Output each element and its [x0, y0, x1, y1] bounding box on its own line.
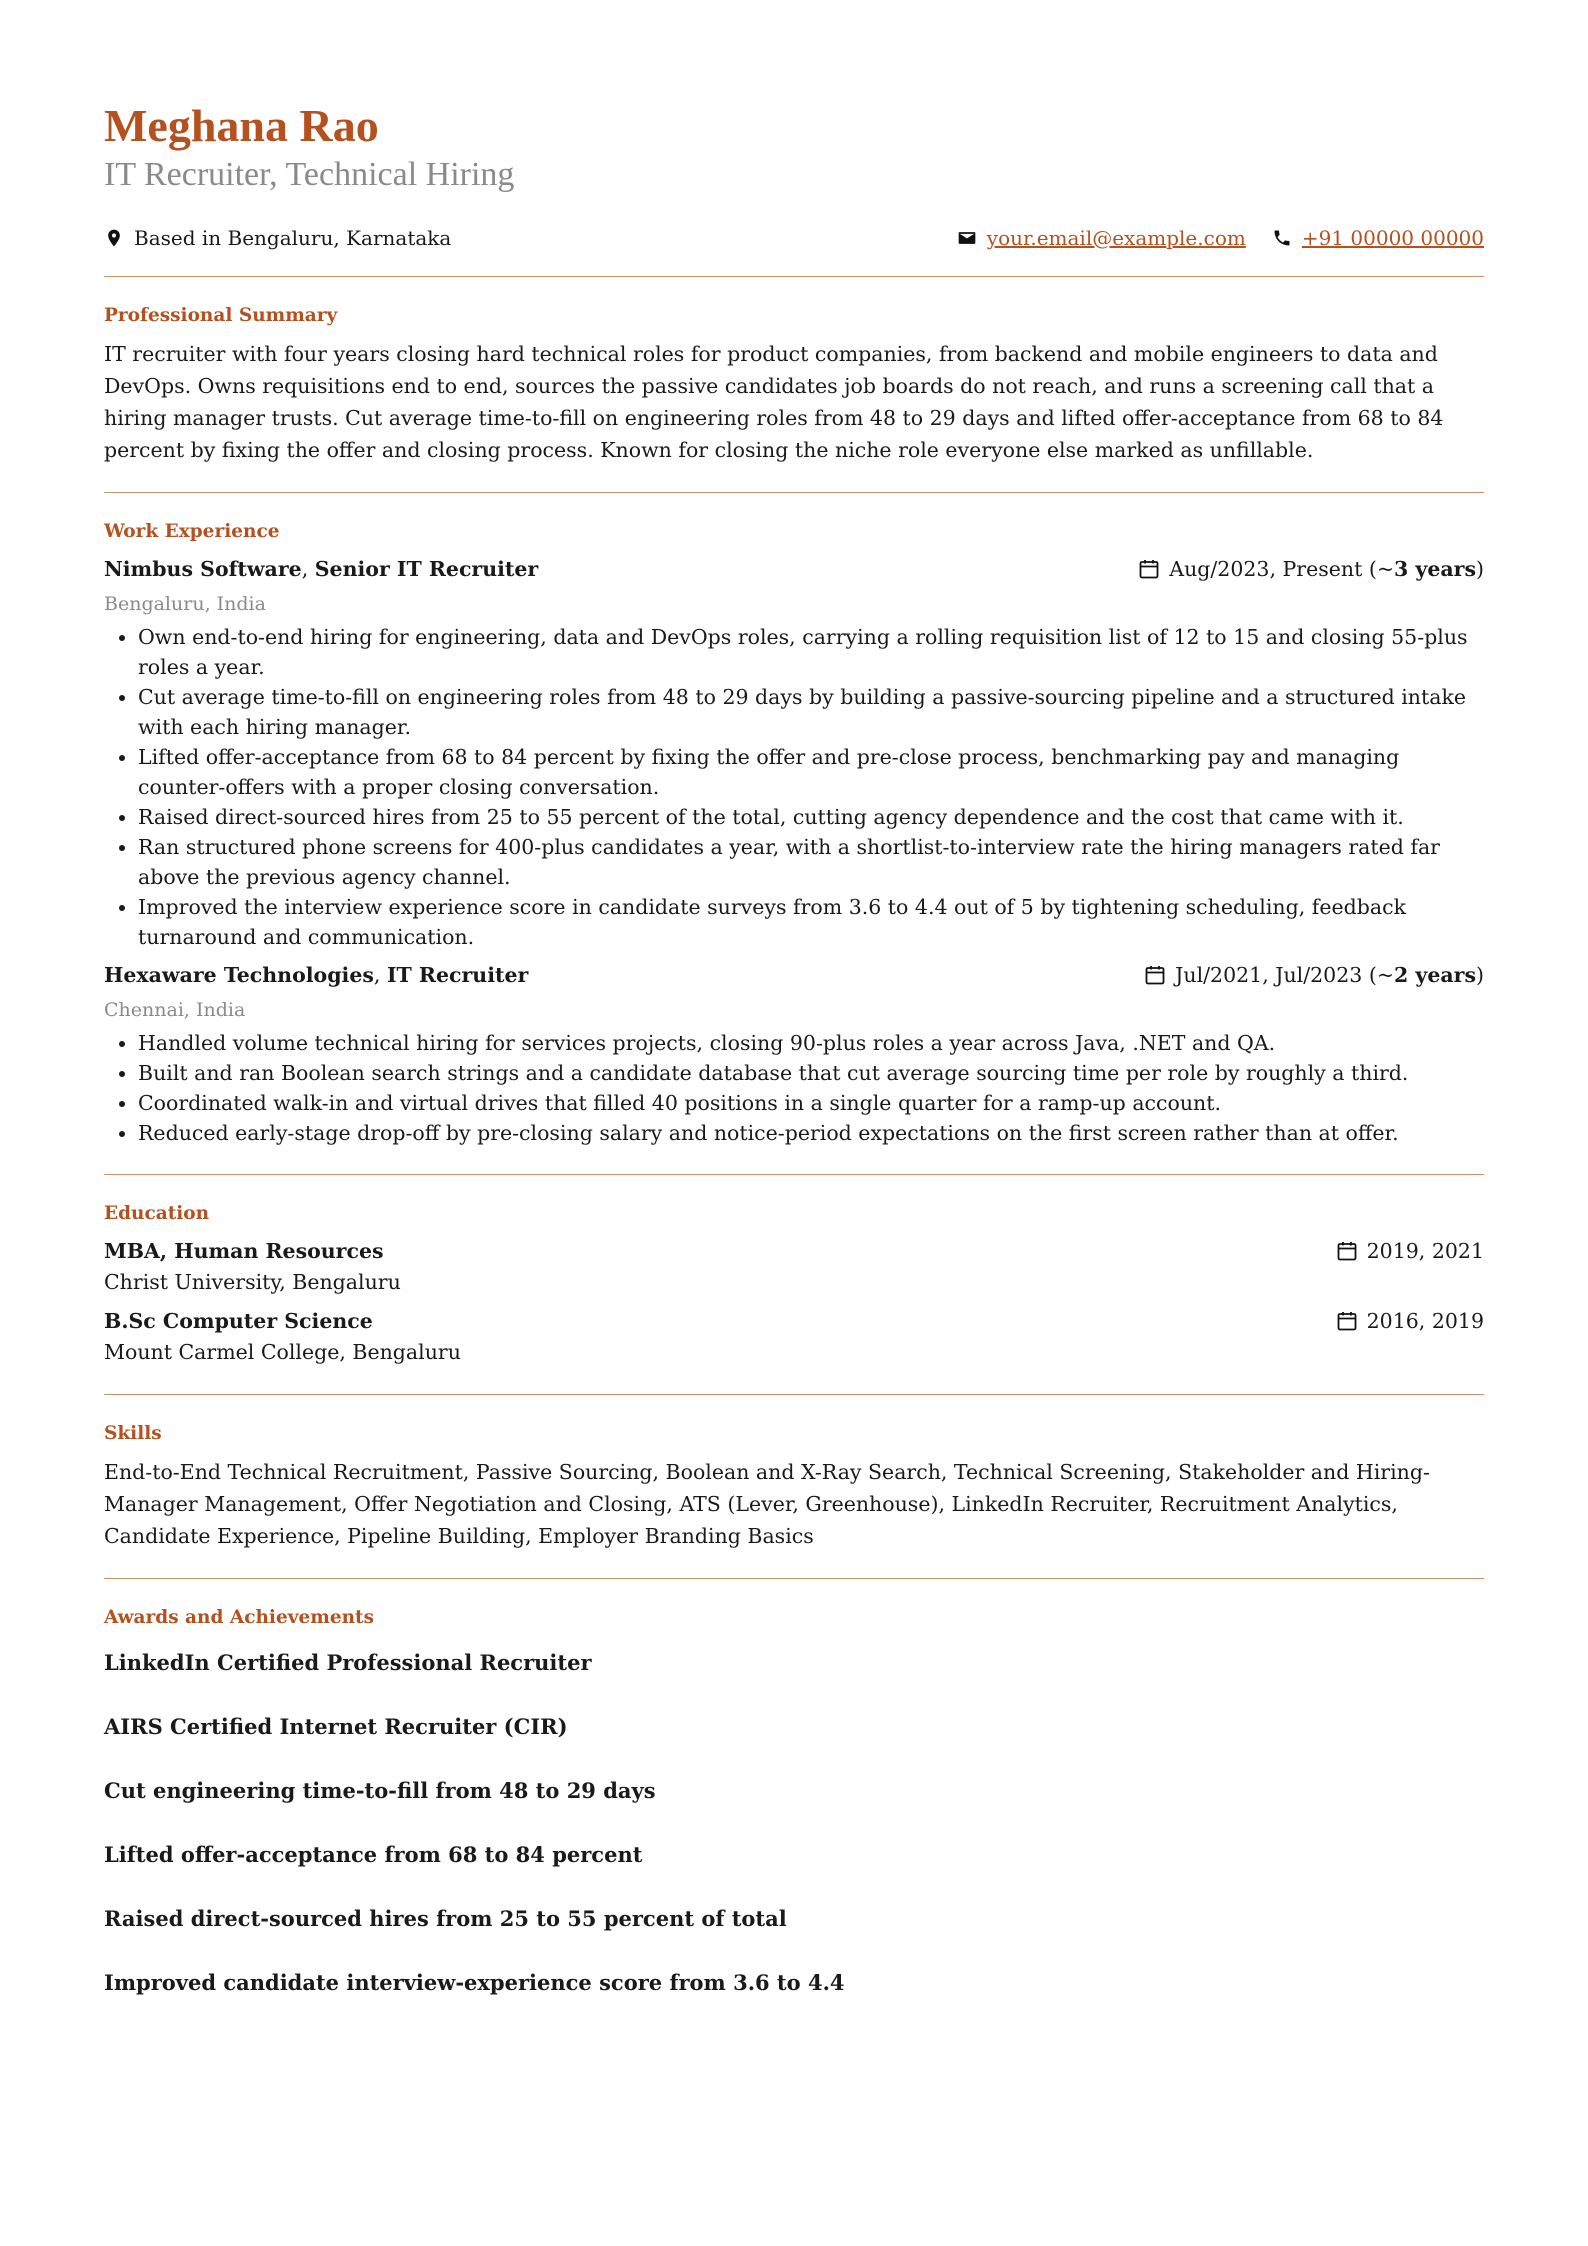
skills-section	[104, 1423, 1484, 1552]
job-entry	[104, 554, 1484, 952]
awards-heading: Awards and Achievements	[104, 1606, 375, 1628]
envelope-icon	[957, 228, 977, 248]
award-item: Lifted offer-acceptance from 68 to 84 percent	[104, 1841, 643, 1867]
job-location: Bengaluru, India	[104, 592, 266, 615]
email-link[interactable]: your.email@example.com	[986, 225, 1246, 250]
candidate-subtitle: IT Recruiter, Technical Hiring	[104, 155, 515, 193]
education-dates	[1335, 1236, 1484, 1266]
education-years: 2016, 2019	[1366, 1308, 1484, 1333]
list-item: • Handled volume technical hiring for services projects, closing 90-plus roles a year across Java, .NET and QA.	[138, 1028, 1484, 1058]
job-date-range: Jul/2021, Jul/2023 (~	[1175, 962, 1395, 987]
education-dates	[1335, 1306, 1484, 1336]
education-school: Mount Carmel College, Bengaluru	[104, 1339, 461, 1364]
list-item: • Raised direct-sourced hires from 25 to 55 percent of the total, cutting agency dependence and the cost that came with it.	[138, 802, 1484, 832]
list-item: • Cut average time-to-fill on engineering roles from 48 to 29 days by building a passive-sourcing pipeline and a structured intake with each hiring manager.	[138, 682, 1484, 742]
location-text: Based in Bengaluru, Karnataka	[134, 225, 452, 250]
award-item: Cut engineering time-to-fill from 48 to 29 days	[104, 1777, 656, 1803]
list-item: • Lifted offer-acceptance from 68 to 84 percent by fixing the offer and pre-close process, benchmarking pay and managing counter-offers with a proper closing conversation.	[138, 742, 1484, 802]
award-item: Improved candidate interview-experience score from 3.6 to 4.4	[104, 1969, 845, 1995]
phone-link[interactable]: +91 00000 00000	[1301, 225, 1484, 250]
list-item: • Coordinated walk-in and virtual drives that filled 40 positions in a single quarter for a ramp-up account.	[138, 1088, 1484, 1118]
experience-section	[104, 521, 1484, 1148]
calendar-icon	[1143, 963, 1167, 987]
list-item: • Reduced early-stage drop-off by pre-closing salary and notice-period expectations on the first screen rather than at offer.	[138, 1118, 1484, 1148]
award-item: Raised direct-sourced hires from 25 to 55 percent of total	[104, 1905, 787, 1931]
job-date-range: Aug/2023, Present (~	[1169, 556, 1395, 581]
job-company: Hexaware Technologies	[104, 962, 374, 987]
awards-section	[104, 1607, 1484, 1998]
section-divider	[104, 1394, 1484, 1395]
job-title: Nimbus Software, Senior IT Recruiter	[104, 556, 539, 581]
job-role: IT Recruiter	[386, 962, 529, 987]
award-item: LinkedIn Certified Professional Recruiter	[104, 1649, 592, 1675]
education-degree: MBA, Human Resources	[104, 1238, 384, 1263]
job-title: Hexaware Technologies, IT Recruiter	[104, 962, 529, 987]
job-dates	[1143, 960, 1484, 990]
location-item	[104, 226, 451, 250]
phone-icon	[1272, 228, 1292, 248]
awards-list	[104, 1648, 1484, 1998]
section-divider	[104, 492, 1484, 493]
calendar-icon	[1335, 1239, 1359, 1263]
job-location: Chennai, India	[104, 998, 246, 1021]
calendar-icon	[1335, 1309, 1359, 1333]
education-entry	[104, 1306, 1484, 1368]
job-date-end: )	[1476, 962, 1484, 987]
job-duration: 3 years	[1394, 556, 1476, 581]
resume-header	[104, 100, 1484, 250]
contact-bar	[104, 226, 1484, 250]
calendar-icon	[1137, 557, 1161, 581]
list-item: • Own end-to-end hiring for engineering, data and DevOps roles, carrying a rolling requisition list of 12 to 15 and closing 55-plus roles a year.	[138, 622, 1484, 682]
job-date-end: )	[1476, 556, 1484, 581]
job-company: Nimbus Software	[104, 556, 302, 581]
experience-heading: Work Experience	[104, 520, 280, 542]
education-degree: B.Sc Computer Science	[104, 1308, 373, 1333]
location-pin-icon	[104, 228, 124, 248]
award-item: AIRS Certified Internet Recruiter (CIR)	[104, 1713, 568, 1739]
job-duration: 2 years	[1394, 962, 1476, 987]
summary-section	[104, 305, 1484, 466]
section-divider	[104, 1174, 1484, 1175]
skills-text: End-to-End Technical Recruitment, Passive Sourcing, Boolean and X-Ray Search, Technical Screening, Stakeholder and Hiring-Manager Management, Offer Negotiation and Closing, ATS (Lever, Greenhouse), LinkedIn Recruiter, Recruitment Analytics, Candidate Experience, Pipeline Building, Employer Branding Basics	[104, 1459, 1430, 1548]
education-years: 2019, 2021	[1366, 1238, 1484, 1263]
summary-text: IT recruiter with four years closing hard technical roles for product companies, from backend and mobile engineers to data and DevOps. Owns requisitions end to end, sources the passive candidates job boards do not reach, and runs a screening call that a hiring manager trusts. Cut average time-to-fill on engineering roles from 48 to 29 days and lifted offer-acceptance from 68 to 84 percent by fixing the offer and closing process. Known for closing the niche role everyone else marked as unfillable.	[104, 341, 1444, 462]
job-entry	[104, 960, 1484, 1148]
job-bullets	[104, 1028, 1484, 1148]
list-item: • Built and ran Boolean search strings and a candidate database that cut average sourcing time per role by roughly a third.	[138, 1058, 1484, 1088]
section-divider	[104, 276, 1484, 277]
education-section	[104, 1203, 1484, 1368]
list-item: • Improved the interview experience score in candidate surveys from 3.6 to 4.4 out of 5 by tightening scheduling, feedback turnaround and communication.	[138, 892, 1484, 952]
job-dates	[1137, 554, 1484, 584]
education-entry	[104, 1236, 1484, 1298]
job-role: Senior IT Recruiter	[314, 556, 539, 581]
job-bullets	[104, 622, 1484, 952]
summary-heading: Professional Summary	[104, 304, 338, 326]
education-school: Christ University, Bengaluru	[104, 1269, 401, 1294]
section-divider	[104, 1578, 1484, 1579]
phone-item	[1272, 226, 1484, 250]
email-item	[957, 226, 1246, 250]
skills-heading: Skills	[104, 1422, 162, 1444]
list-item: • Ran structured phone screens for 400-plus candidates a year, with a shortlist-to-interview rate the hiring managers rated far above the previous agency channel.	[138, 832, 1484, 892]
candidate-name: Meghana Rao	[104, 100, 379, 151]
education-heading: Education	[104, 1202, 210, 1224]
